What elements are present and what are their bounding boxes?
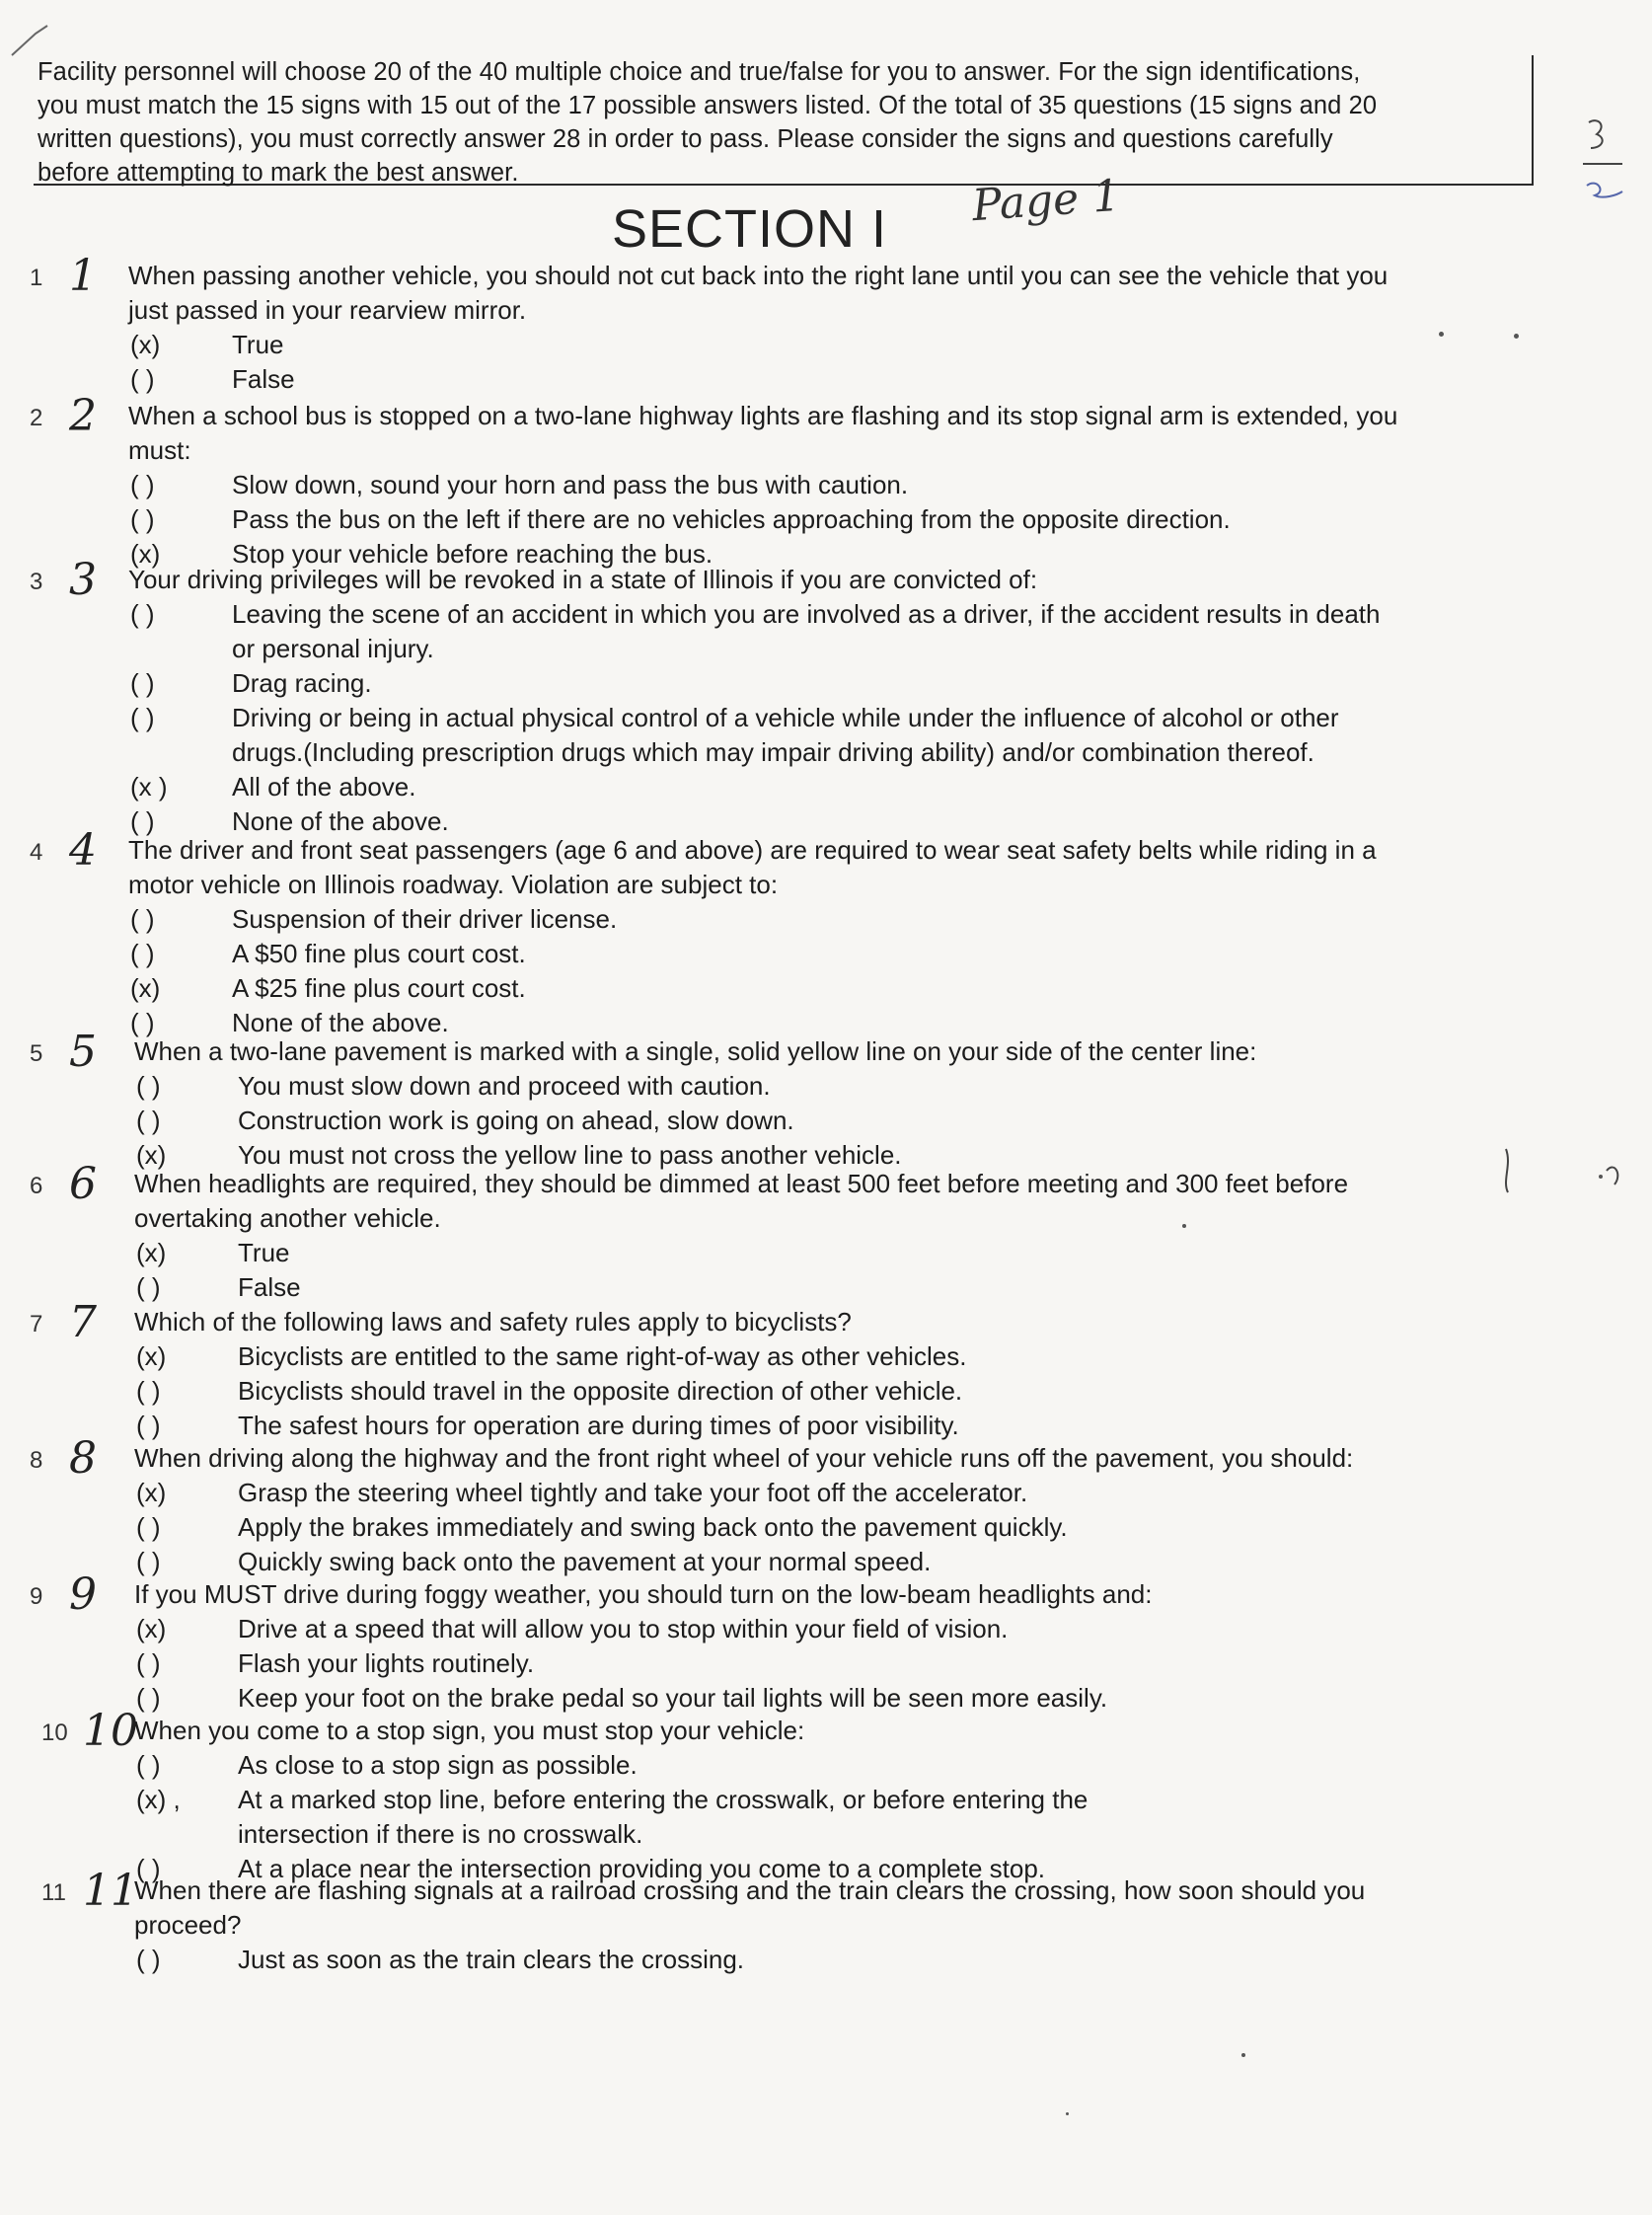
answer-mark: ( )	[136, 1854, 161, 1883]
answer-mark: ( )	[136, 1750, 161, 1780]
answer-option: Keep your foot on the brake pedal so your tail lights will be seen more easily.	[238, 1683, 1108, 1713]
answer-mark: ( )	[130, 703, 155, 732]
answer-option: or personal injury.	[232, 634, 434, 663]
question-text: must:	[128, 435, 191, 465]
question-number: 5	[30, 1040, 43, 1067]
handwritten-question-number: 2	[69, 391, 97, 441]
answer-option: Quickly swing back onto the pavement at your normal speed.	[238, 1547, 932, 1576]
question-text: overtaking another vehicle.	[134, 1203, 441, 1233]
answer-mark: (x)	[136, 1238, 167, 1267]
answer-mark: (x)	[130, 539, 161, 569]
answer-option: The safest hours for operation are during times of poor visibility.	[238, 1411, 959, 1440]
answer-option: intersection if there is no crosswalk.	[238, 1819, 643, 1849]
answer-option: False	[238, 1272, 301, 1302]
answer-mark: ( )	[130, 470, 155, 499]
answer-mark: ( )	[136, 1512, 161, 1542]
answer-mark: (x)	[136, 1341, 167, 1371]
answer-option: True	[238, 1238, 290, 1267]
answer-mark: ( )	[136, 1648, 161, 1678]
question-text: The driver and front seat passengers (age 6 and above) are required to wear seat safety belts while riding in a	[128, 835, 1377, 865]
question-text: proceed?	[134, 1910, 242, 1940]
speck	[1514, 334, 1519, 339]
instructions-line: you must match the 15 signs with 15 out of the 17 possible answers listed. Of the total of 35 questions (15 signs and 20	[38, 92, 1378, 119]
answer-mark: ( )	[136, 1683, 161, 1713]
answer-option: Apply the brakes immediately and swing back onto the pavement quickly.	[238, 1512, 1068, 1542]
answer-option: Bicyclists are entitled to the same right-of-way as other vehicles.	[238, 1341, 967, 1371]
question-number: 6	[30, 1173, 43, 1199]
question-number: 3	[30, 569, 43, 595]
instructions-line: written questions), you must correctly answer 28 in order to pass. Please consider the signs and questions carefully	[38, 125, 1333, 153]
answer-option: A $25 fine plus court cost.	[232, 973, 526, 1003]
answer-mark: ( )	[136, 1547, 161, 1576]
answer-mark: ( )	[130, 599, 155, 629]
question-text: just passed in your rearview mirror.	[128, 295, 527, 325]
answer-mark: ( )	[136, 1411, 161, 1440]
answer-option: Flash your lights routinely.	[238, 1648, 535, 1678]
speck	[1241, 2053, 1245, 2057]
instructions-box	[34, 55, 1534, 186]
handwritten-question-number: 6	[69, 1159, 97, 1209]
answer-mark: ( )	[136, 1106, 161, 1135]
handwritten-question-number: 11	[83, 1866, 138, 1916]
answer-mark: ( )	[130, 504, 155, 534]
answer-mark: (x )	[130, 772, 168, 802]
answer-mark: (x)	[130, 330, 161, 359]
handwritten-page-note: Page 1	[970, 170, 1122, 232]
question-number: 8	[30, 1447, 43, 1474]
question-text: When you come to a stop sign, you must stop your vehicle:	[134, 1716, 805, 1745]
margin-scribble-icon	[1498, 1141, 1636, 1210]
answer-option: All of the above.	[232, 772, 416, 802]
question-text: When driving along the highway and the front right wheel of your vehicle runs off the pavement, you should:	[134, 1443, 1354, 1473]
question-text: When a two-lane pavement is marked with a single, solid yellow line on your side of the center line:	[134, 1036, 1257, 1066]
answer-mark: ( )	[130, 1008, 155, 1037]
answer-mark: ( )	[130, 364, 155, 394]
question-text: Which of the following laws and safety rules apply to bicyclists?	[134, 1307, 852, 1337]
answer-option: Driving or being in actual physical control of a vehicle while under the influence of alcohol or other	[232, 703, 1339, 732]
question-number: 11	[41, 1879, 66, 1906]
handwritten-question-number: 8	[69, 1433, 97, 1484]
question-text: When a school bus is stopped on a two-lane highway lights are flashing and its stop signal arm is extended, you	[128, 401, 1398, 430]
answer-option: At a place near the intersection providing you come to a complete stop.	[238, 1854, 1046, 1883]
pen-scribble-icon	[8, 22, 67, 61]
answer-mark: ( )	[130, 668, 155, 698]
answer-mark: ( )	[136, 1376, 161, 1406]
answer-option: Just as soon as the train clears the crossing.	[238, 1945, 745, 1974]
margin-scribble-icon	[1577, 109, 1636, 207]
handwritten-question-number: 10	[83, 1706, 138, 1756]
question-text: If you MUST drive during foggy weather, you should turn on the low-beam headlights and:	[134, 1579, 1153, 1609]
question-text: When there are flashing signals at a railroad crossing and the train clears the crossing, how soon should you	[134, 1875, 1366, 1905]
speck	[1066, 2112, 1069, 2115]
question-text: motor vehicle on Illinois roadway. Violation are subject to:	[128, 870, 779, 899]
question-number: 1	[30, 265, 43, 291]
answer-mark: (x)	[136, 1614, 167, 1643]
answer-mark: (x) ,	[136, 1785, 181, 1814]
handwritten-question-number: 7	[69, 1297, 97, 1347]
answer-option: None of the above.	[232, 1008, 449, 1037]
question-text: When passing another vehicle, you should not cut back into the right lane until you can see the vehicle that you	[128, 261, 1389, 290]
handwritten-question-number: 5	[69, 1027, 97, 1077]
answer-option: At a marked stop line, before entering the crosswalk, or before entering the	[238, 1785, 1089, 1814]
instructions-line: before attempting to mark the best answer.	[38, 159, 519, 187]
answer-mark: (x)	[130, 973, 161, 1003]
speck	[1182, 1224, 1186, 1228]
question-number: 2	[30, 405, 43, 431]
answer-option: True	[232, 330, 284, 359]
answer-option: False	[232, 364, 295, 394]
answer-option: Drive at a speed that will allow you to stop within your field of vision.	[238, 1614, 1009, 1643]
answer-mark: ( )	[136, 1272, 161, 1302]
answer-mark: ( )	[130, 939, 155, 968]
answer-mark: (x)	[136, 1478, 167, 1507]
answer-option: Pass the bus on the left if there are no vehicles approaching from the opposite direction.	[232, 504, 1231, 534]
question-text: When headlights are required, they should be dimmed at least 500 feet before meeting and 300 feet before	[134, 1169, 1349, 1198]
answer-option: As close to a stop sign as possible.	[238, 1750, 638, 1780]
answer-option: drugs.(Including prescription drugs which may impair driving ability) and/or combination thereof.	[232, 737, 1314, 767]
answer-option: Stop your vehicle before reaching the bus.	[232, 539, 713, 569]
instructions-line: Facility personnel will choose 20 of the 40 multiple choice and true/false for you to answer. For the sign identifications,	[38, 58, 1361, 86]
answer-option: Slow down, sound your horn and pass the bus with caution.	[232, 470, 909, 499]
question-text: Your driving privileges will be revoked in a state of Illinois if you are convicted of:	[128, 565, 1038, 594]
answer-option: Construction work is going on ahead, slow down.	[238, 1106, 794, 1135]
section-title: SECTION I	[612, 199, 888, 259]
answer-option: You must slow down and proceed with caution.	[238, 1071, 771, 1101]
answer-option: Drag racing.	[232, 668, 372, 698]
answer-mark: (x)	[136, 1140, 167, 1170]
answer-option: Leaving the scene of an accident in which you are involved as a driver, if the accident results in death	[232, 599, 1381, 629]
answer-mark: ( )	[130, 806, 155, 836]
answer-option: Suspension of their driver license.	[232, 904, 618, 934]
question-number: 4	[30, 839, 43, 866]
answer-mark: ( )	[136, 1071, 161, 1101]
answer-mark: ( )	[136, 1945, 161, 1974]
answer-mark: ( )	[130, 904, 155, 934]
question-number: 7	[30, 1311, 43, 1337]
question-number: 9	[30, 1583, 43, 1610]
question-number: 10	[41, 1719, 68, 1746]
answer-option: Grasp the steering wheel tightly and take your foot off the accelerator.	[238, 1478, 1028, 1507]
answer-option: A $50 fine plus court cost.	[232, 939, 526, 968]
handwritten-question-number: 9	[69, 1569, 97, 1620]
answer-option: None of the above.	[232, 806, 449, 836]
handwritten-question-number: 1	[69, 251, 97, 301]
handwritten-question-number: 4	[69, 825, 97, 876]
handwritten-question-number: 3	[69, 555, 97, 605]
answer-option: Bicyclists should travel in the opposite direction of other vehicle.	[238, 1376, 963, 1406]
speck	[1439, 332, 1444, 337]
answer-option: You must not cross the yellow line to pass another vehicle.	[238, 1140, 902, 1170]
